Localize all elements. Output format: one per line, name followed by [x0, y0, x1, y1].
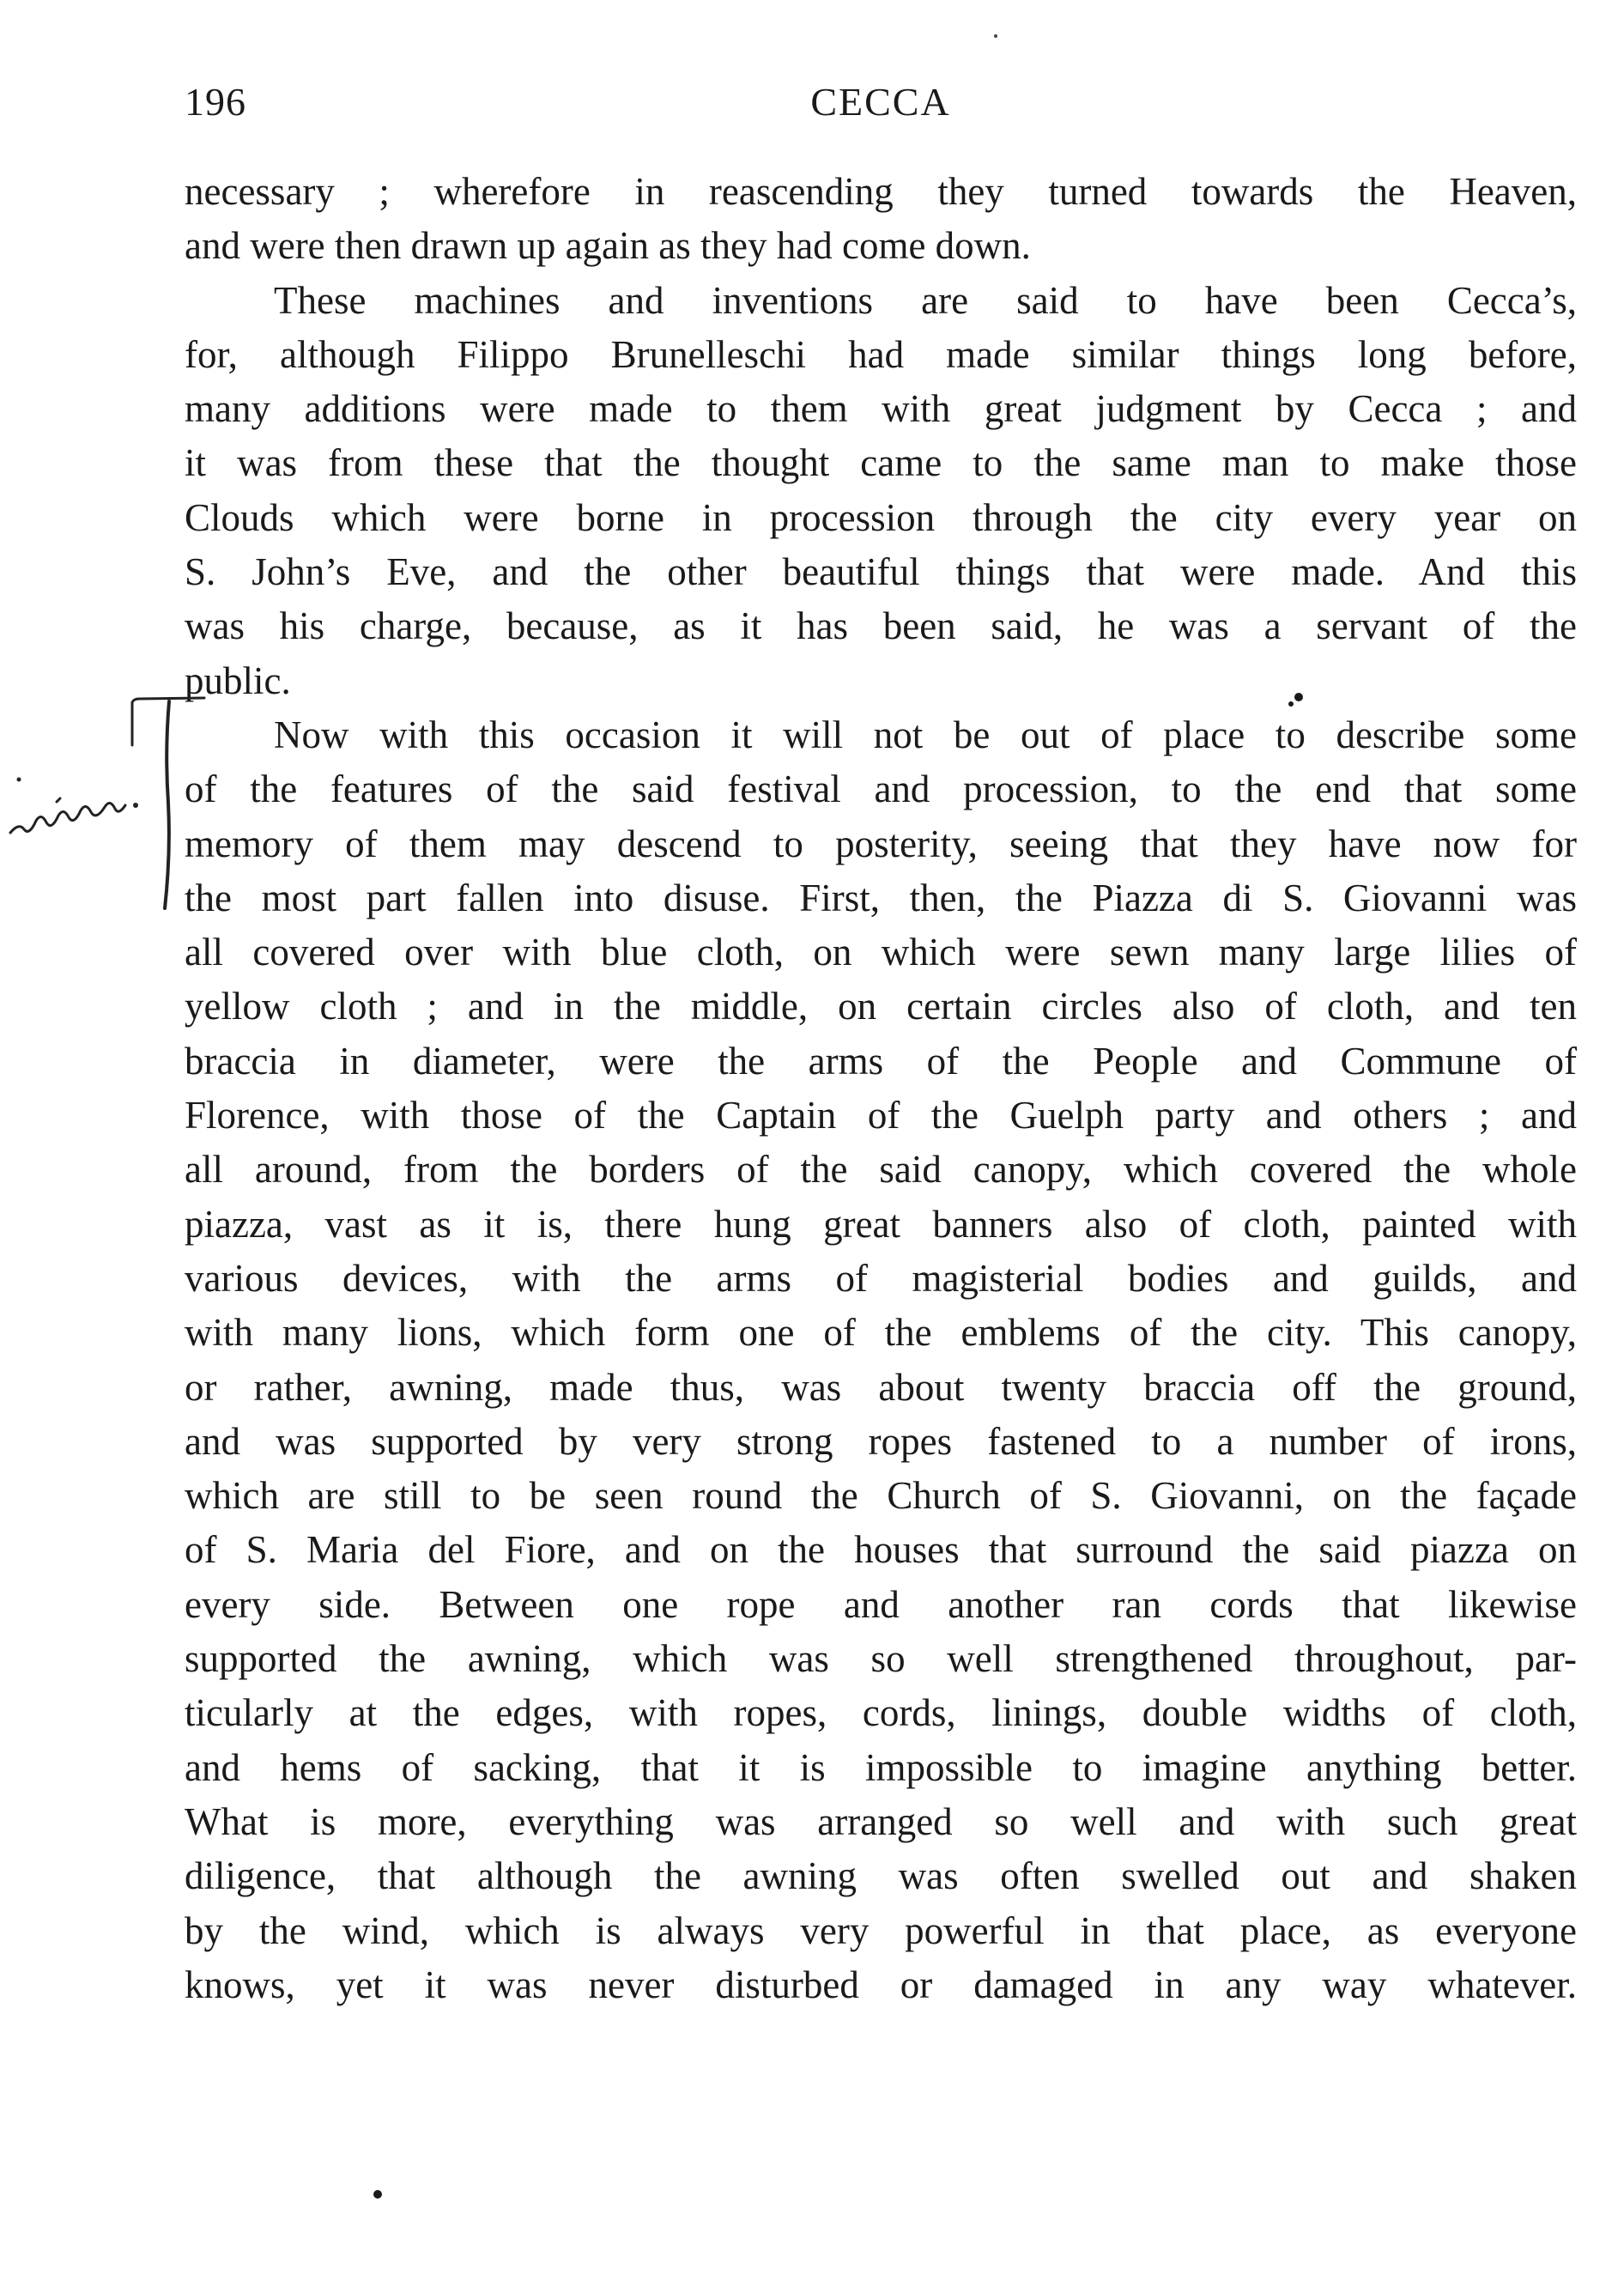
text-line: all around, from the borders of the said canopy, which covered the whole	[185, 1148, 1577, 1192]
text-line: with many lions, which form one of the emblems of the city. This canopy,	[185, 1311, 1577, 1355]
text-line: S. John’s Eve, and the other beautiful things that were made. And this	[185, 550, 1577, 594]
text-line: it was from these that the thought came to the same man to make those	[185, 441, 1577, 485]
text-line: memory of them may descend to posterity, seeing that they have now for	[185, 822, 1577, 865]
text-line: of the features of the said festival and procession, to the end that some	[185, 767, 1577, 811]
running-title: CECCA	[810, 80, 951, 124]
text-line: Now with this occasion it will not be out of place to describe some	[274, 713, 1577, 756]
text-line: What is more, everything was arranged so well and with such great	[185, 1799, 1577, 1843]
text-line: diligence, that although the awning was often swelled out and shaken	[185, 1854, 1577, 1898]
text-line: every side. Between one rope and another ran cords that likewise	[185, 1582, 1577, 1626]
text-line: for, although Filippo Brunelleschi had made similar things long before,	[185, 332, 1577, 376]
text-line: by the wind, which is always very powerful in that place, as everyone	[185, 1908, 1577, 1952]
text-line: public.	[185, 658, 291, 702]
text-line: necessary ; wherefore in reascending they turned towards the Heaven,	[185, 170, 1577, 213]
text-line: ticularly at the edges, with ropes, cords, linings, double widths of cloth,	[185, 1691, 1577, 1735]
text-line: and was supported by very strong ropes fastened to a number of irons,	[185, 1419, 1577, 1463]
text-line: These machines and inventions are said to have been Cecca’s,	[274, 278, 1577, 322]
text-line: or rather, awning, made thus, was about twenty braccia off the ground,	[185, 1365, 1577, 1409]
text-line	[185, 2066, 1577, 2120]
body-text	[185, 165, 1577, 2121]
text-line: the most part fallen into disuse. First, then, the Piazza di S. Giovanni was	[185, 876, 1577, 919]
text-line: braccia in diameter, were the arms of the People and Commune of	[185, 1039, 1577, 1083]
text-line: supported the awning, which was so well strengthened throughout, par-	[185, 1637, 1577, 1681]
pencil-margin-line	[161, 700, 175, 910]
text-line: of S. Maria del Fiore, and on the houses that surround the said piazza on	[185, 1528, 1577, 1572]
text-line: Florence, with those of the Captain of the Guelph party and others ; and	[185, 1094, 1577, 1137]
text-line: piazza, vast as it is, there hung great banners also of cloth, painted with	[185, 1202, 1577, 1246]
handwritten-margin-note	[7, 773, 144, 841]
text-line: which are still to be seen round the Church of S. Giovanni, on the façade	[185, 1474, 1577, 1518]
running-head	[185, 79, 1577, 130]
text-line: all covered over with blue cloth, on which were sewn many large lilies of	[185, 931, 1577, 974]
text-line: Clouds which were borne in procession through the city every year on	[185, 495, 1577, 539]
text-line: many additions were made to them with great judgment by Cecca ; and	[185, 387, 1577, 431]
text-line: various devices, with the arms of magisterial bodies and guilds, and	[185, 1256, 1577, 1300]
text-line: yellow cloth ; and in the middle, on certain circles also of cloth, and ten	[185, 985, 1577, 1028]
text-line: and hems of sacking, that it is impossible to imagine anything better.	[185, 1745, 1577, 1789]
text-line: was his charge, because, as it has been said, he was a servant of the	[185, 604, 1577, 648]
text-line: knows, yet it was never disturbed or damaged in any way whatever.	[185, 1963, 1577, 2006]
text-line	[185, 2012, 1577, 2066]
text-line: and were then drawn up again as they had come down.	[185, 224, 1031, 268]
page-number: 196	[185, 80, 246, 124]
